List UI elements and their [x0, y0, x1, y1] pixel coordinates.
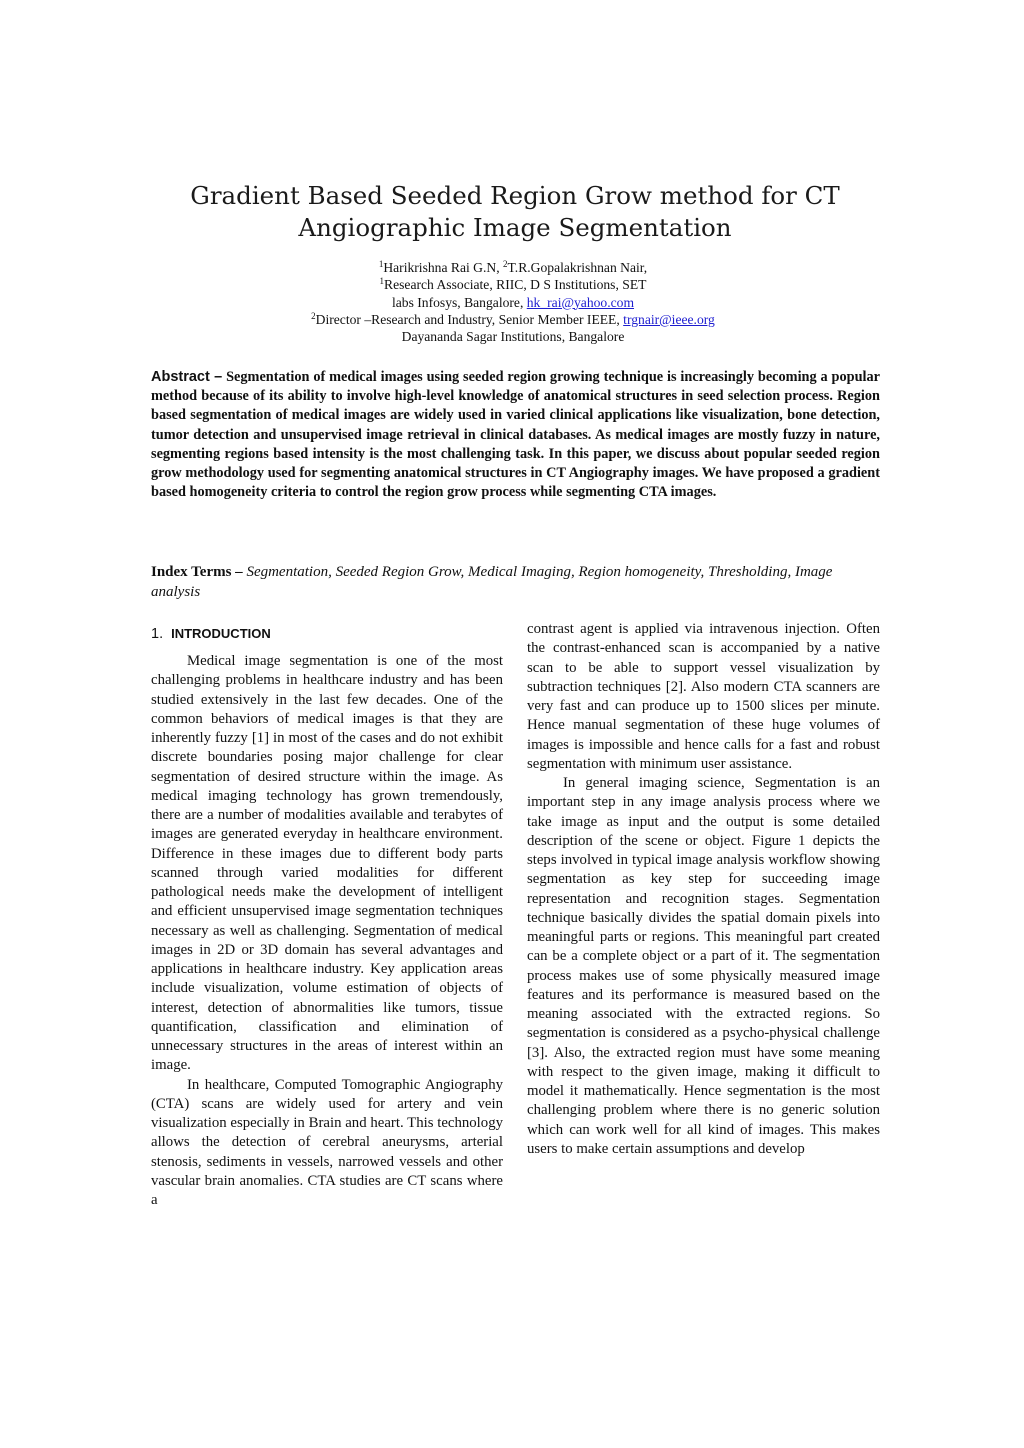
author-line-4	[150, 311, 876, 328]
body-paragraph: Medical image segmentation is one of the most challenging problems in healthcare industry and has been studied extensively in the last few decades. One of the common behaviors of medical images is that they are inherently fuzzy [1] in most of the cases and do not exhibit discrete boundaries posing major challenge for clear segmentation of desired structure within the image. As medical imaging technology has grown tremendously, there are a number of modalities available and terabytes of images are generated everyday in healthcare environment. Difference in these images due to different body parts scanned through varied modalities for different pathological needs make the development of intelligent and efficient unsupervised image segmentation techniques necessary as well as challenging. Segmentation of medical images in 2D or 3D domain has several advantages and applications in healthcare industry. Key application areas include visualization, volume estimation of objects of interest, detection of abnormalities like tumors, tissue quantification, classification and elimination of unnecessary structures in the areas of interest within an image.	[151, 653, 503, 1074]
author-superscript: 2	[503, 259, 508, 269]
affiliation: Research Associate, RIIC, D S Institutions, SET	[384, 277, 647, 293]
section-title: INTRODUCTION	[171, 626, 271, 641]
abstract-text: Segmentation of medical images using seeded region growing technique is increasingly becoming a popular method because of its ability to involve high-level knowledge of anatomical structures in seed selection process. Region based segmentation of medical images are widely used in varied clinical applications like visualization, bone detection, tumor detection and unsupervised image retrieval in clinical databases. As medical images are mostly fuzzy in nature, segmenting regions based intensity is the most challenging task. In this paper, we discuss about popular seeded region grow methodology used for segmenting anatomical structures in CT Angiography images. We have proposed a gradient based homogeneity criteria to control the region grow process while segmenting CTA images.	[151, 369, 881, 501]
author-line-1	[150, 259, 876, 276]
author-line-3	[150, 294, 876, 311]
abstract-label: Abstract –	[151, 369, 223, 385]
affiliation: Dayananda Sagar Institutions, Bangalore	[401, 329, 625, 345]
author-superscript: 2	[311, 310, 316, 321]
left-column	[151, 652, 503, 1210]
paper-title: Gradient Based Seeded Region Grow method for CT Angiographic Image Segmentation	[190, 181, 840, 242]
index-terms-label: Index Terms –	[151, 564, 243, 580]
index-terms	[151, 563, 880, 602]
body-paragraph: contrast agent is applied via intravenous injection. Often the contrast-enhanced scan is accompanied by a native scan to be able to support vessel visualization by subtraction techniques [2]. Also modern CTA scanners are very fast and can produce up to 1500 slices per minute. Hence manual segmentation of these huge volumes of images is impossible and hence calls for a fast and robust segmentation with minimum user assistance.	[527, 621, 880, 772]
abstract	[151, 368, 880, 502]
right-column	[527, 620, 880, 1159]
section-number: 1.	[151, 626, 164, 642]
author-name: T.R.Gopalakrishnan Nair,	[507, 260, 648, 275]
affiliation: labs Infosys, Bangalore,	[391, 294, 527, 310]
index-terms-text: Segmentation, Seeded Region Grow, Medical Imaging, Region homogeneity, Thresholding, Image analysis	[151, 564, 833, 600]
section-heading	[151, 626, 271, 642]
email-link[interactable]: trgnair@ieee.org	[623, 311, 715, 327]
author-superscript: 1	[378, 259, 384, 269]
author-line-5	[150, 328, 876, 345]
author-superscript: 1	[379, 276, 385, 287]
email-link[interactable]: hk_rai@yahoo.com	[526, 294, 635, 310]
body-paragraph: In healthcare, Computed Tomographic Angiography (CTA) scans are widely used for artery and vein visualization especially in Brain and heart. This technology allows the detection of cerebral aneurysms, arterial stenosis, sediments in vessels, narrowed vessels and other vascular brain anomalies. CTA studies are CT scans where a	[151, 1076, 503, 1208]
affiliation: Director –Research and Industry, Senior Member IEEE,	[315, 311, 624, 327]
body-paragraph: In general imaging science, Segmentation is an important step in any image analysis process where we take image as input and the output is some detailed description of the scene or object. Figure 1 depicts the steps involved in typical image analysis workflow showing segmentation as key step for succeeding image representation and recognition stages. Segmentation technique basically divides the spatial domain pixels into meaningful parts or regions. This meaningful part created can be a complete object or a part of it. The segmentation process makes use of some physically measured image features and its performance is measured based on the meaning associated with the extracted regions. So segmentation is considered as a psycho-physical challenge [3]. Also, the extracted region must have some meaning with respect to the given image, making it difficult to model it mathematically. Hence segmentation is the most challenging problem where there is no generic solution which can work well for all kind of images. This makes users to make certain assumptions and develop	[527, 775, 880, 1157]
author-block	[150, 259, 876, 345]
author-name: Harikrishna Rai G.N,	[383, 260, 504, 275]
author-line-2	[150, 276, 876, 293]
